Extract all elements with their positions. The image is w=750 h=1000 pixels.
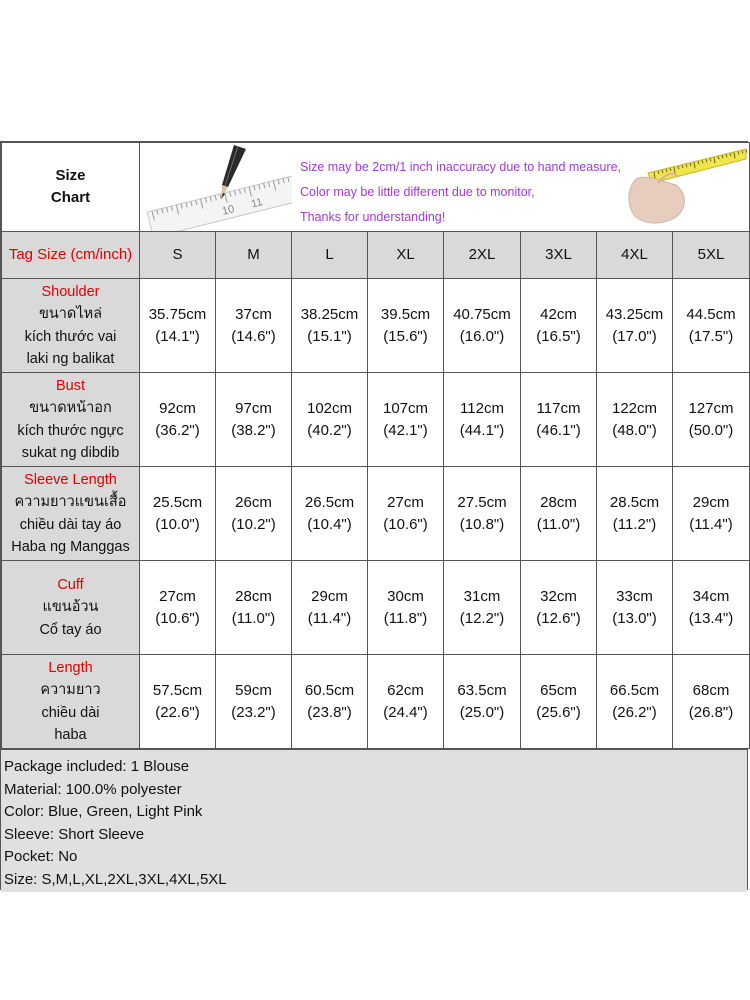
value-inch: (10.2") [231,515,276,533]
length-label-translation: ความยาว [40,682,101,698]
value-cm: 97cm [235,399,272,417]
value-inch: (15.6") [383,327,428,345]
measurement-cell [368,561,444,655]
measurement-cell [521,279,597,373]
measurement-cell [140,655,216,749]
measurement-cell [444,373,521,467]
value-cm: 43.25cm [605,305,664,323]
bust-label-translation: ขนาดหน้าอก [29,400,112,416]
measurement-cell [597,279,673,373]
measurement-row-sleeve-length [2,467,750,561]
size-header-3xl: 3XL [521,232,597,279]
value-cm: 38.25cm [300,305,359,323]
value-inch: (17.5") [688,327,734,345]
info-size: Size: S,M,L,XL,2XL,3XL,4XL,5XL [4,870,227,888]
info-color: Color: Blue, Green, Light Pink [4,803,203,820]
measurement-row-cuff [2,561,750,655]
bust-label: Bust [55,377,85,394]
value-cm: 26.5cm [304,493,355,511]
measurement-cell [597,561,673,655]
value-inch: (46.1") [536,421,581,439]
value-cm: 59cm [235,681,272,699]
value-cm: 32cm [540,587,577,605]
note-line-3: Thanks for understanding! [300,210,446,224]
measurement-cell [368,279,444,373]
value-cm: 57.5cm [152,681,203,699]
value-cm: 27cm [159,587,196,605]
value-cm: 30cm [387,587,424,605]
shoulder-label-translation: kích thước vai [24,328,117,345]
ruler-number-10: 10 [220,203,236,218]
info-material: Material: 100.0% polyester [4,780,182,798]
sleeve-length-label-translation: ความยาวแขนเสื้อ [14,494,127,510]
value-cm: 27cm [387,493,424,511]
value-inch: (11.0") [231,609,276,627]
measurement-cell [140,561,216,655]
value-inch: (23.8") [307,703,352,721]
value-cm: 62cm [387,681,424,699]
pencil-ruler-icon [142,143,292,231]
measurement-cell [292,373,368,467]
value-inch: (24.4") [383,703,428,721]
value-cm: 35.75cm [148,305,207,323]
measurement-notice-banner [140,143,750,232]
value-cm: 39.5cm [380,305,431,323]
value-inch: (15.1") [307,327,352,345]
measurement-row-bust [2,373,750,467]
measurement-cell [673,655,750,749]
bust-label-translation: sukat ng dibdib [21,445,120,461]
value-cm: 40.75cm [453,305,511,323]
chart-title-line-2: Chart [50,189,91,206]
value-inch: (10.4") [307,515,352,533]
measurement-cell [292,561,368,655]
value-inch: (40.2") [307,421,352,439]
size-header-2xl: 2XL [444,232,521,279]
ruler-number-11: 11 [249,196,264,211]
value-inch: (12.6") [536,609,581,627]
measurement-cell [140,279,216,373]
cuff-label-cell [2,561,140,655]
measurement-cell [292,655,368,749]
value-cm: 28cm [235,587,272,605]
value-cm: 60.5cm [304,681,355,699]
size-header-xl: XL [368,232,444,279]
measurement-cell [216,561,292,655]
value-inch: (50.0") [688,421,734,439]
info-pocket: Pocket: No [4,848,78,865]
value-cm: 37cm [235,305,272,323]
bust-label-cell [2,373,140,467]
value-cm: 122cm [611,399,658,417]
measurement-cell [292,467,368,561]
value-inch: (10.6") [155,609,200,627]
length-label-cell [2,655,140,749]
value-cm: 63.5cm [457,681,507,699]
value-cm: 102cm [306,399,353,417]
value-inch: (25.0") [459,703,505,721]
measurement-cell [216,279,292,373]
value-inch: (13.0") [612,609,657,627]
measuring-tape-hand-icon [618,143,748,231]
product-info-panel [1,749,747,892]
shoulder-label-translation: laki ng balikat [26,351,115,367]
value-inch: (42.1") [383,421,428,439]
value-inch: (11.8") [383,609,428,627]
measurement-cell [444,279,521,373]
shoulder-label: Shoulder [41,283,100,300]
length-label-translation: chiều dài [41,704,100,721]
value-cm: 28.5cm [609,493,660,511]
measurement-cell [673,467,750,561]
measurement-cell [673,373,750,467]
value-inch: (17.0") [612,327,657,345]
value-cm: 112cm [460,399,504,417]
measurement-cell [216,655,292,749]
measurement-cell [444,561,521,655]
measurement-row-shoulder [2,279,750,373]
size-header-m: M [216,232,292,279]
size-chart-table [1,142,750,749]
measurement-cell [216,467,292,561]
cuff-label: Cuff [57,576,84,593]
value-inch: (26.2") [612,703,657,721]
measurement-cell [216,373,292,467]
shoulder-label-cell [2,279,140,373]
value-inch: (14.1") [155,327,200,345]
measurement-cell [444,655,521,749]
value-inch: (48.0") [612,421,657,439]
bust-label-translation: kích thước ngực [17,422,124,439]
value-inch: (11.4") [689,515,733,533]
value-inch: (10.6") [383,515,428,533]
value-inch: (11.0") [536,515,581,533]
measurement-cell [140,373,216,467]
value-inch: (16.5") [536,327,581,345]
info-package: Package included: 1 Blouse [4,758,190,775]
info-sleeve: Sleeve: Short Sleeve [4,825,145,843]
measurement-cell [368,373,444,467]
chart-header-row [2,143,750,232]
value-cm: 33cm [616,587,653,605]
length-label: Length [48,659,93,676]
measurement-notes [300,155,621,230]
measurement-cell [444,467,521,561]
value-inch: (14.6") [231,327,276,345]
value-cm: 25.5cm [152,493,203,511]
value-inch: (38.2") [231,421,276,439]
chart-title [2,143,140,232]
value-cm: 107cm [382,399,429,417]
measurement-cell [368,467,444,561]
value-cm: 29cm [692,493,730,511]
value-inch: (11.4") [307,609,352,627]
size-header-4xl: 4XL [597,232,673,279]
size-chart [0,141,748,890]
value-inch: (23.2") [231,703,276,721]
value-inch: (11.2") [612,515,657,533]
length-label-translation: haba [54,727,87,743]
hand-icon [629,174,684,223]
cuff-label-translation: Cổ tay áo [39,621,102,638]
value-cm: 65cm [540,681,577,699]
measurement-cell [521,561,597,655]
measurement-cell [673,561,750,655]
measurement-row-length [2,655,750,749]
measurement-cell [673,279,750,373]
measurement-cell [521,655,597,749]
value-inch: (16.0") [459,327,505,345]
value-cm: 27.5cm [457,493,507,511]
measurement-cell [597,467,673,561]
value-inch: (36.2") [155,421,200,439]
value-inch: (22.6") [155,703,200,721]
measurement-cell [521,467,597,561]
value-cm: 66.5cm [609,681,660,699]
value-cm: 42cm [540,305,577,323]
note-line-2: Color may be little different due to monitor, [300,185,535,199]
size-header-5xl: 5XL [673,232,750,279]
measurement-cell [368,655,444,749]
size-header-l: L [292,232,368,279]
size-header-row [2,232,750,279]
sleeve-length-label-translation: Haba ng Manggas [11,539,130,555]
value-cm: 44.5cm [686,305,736,323]
measurement-cell [140,467,216,561]
value-inch: (13.4") [688,609,734,627]
value-inch: (25.6") [536,703,581,721]
measurement-cell [521,373,597,467]
value-inch: (10.0") [155,515,200,533]
value-inch: (12.2") [459,609,505,627]
sleeve-length-label-cell [2,467,140,561]
value-cm: 117cm [536,399,581,417]
value-cm: 127cm [688,399,734,417]
value-cm: 28cm [540,493,577,511]
value-cm: 29cm [311,587,348,605]
value-cm: 92cm [159,399,196,417]
measurement-cell [597,373,673,467]
measurement-cell [292,279,368,373]
size-header-s: S [140,232,216,279]
chart-title-line-1: Size [55,167,86,184]
value-inch: (10.8") [459,515,505,533]
tag-size-label: Tag Size (cm/inch) [2,232,140,279]
sleeve-length-label-translation: chiều dài tay áo [19,516,122,533]
measurement-cell [597,655,673,749]
cuff-label-translation: แขนอ้วน [42,599,99,616]
value-cm: 34cm [692,587,730,605]
shoulder-label-translation: ขนาดไหล่ [38,306,103,322]
sleeve-length-label: Sleeve Length [24,471,117,488]
value-cm: 68cm [692,681,730,699]
value-inch: (44.1") [459,421,505,439]
note-line-1: Size may be 2cm/1 inch inaccuracy due to hand measure, [300,160,622,174]
value-cm: 31cm [463,587,501,605]
value-cm: 26cm [235,493,272,511]
value-inch: (26.8") [688,703,734,721]
